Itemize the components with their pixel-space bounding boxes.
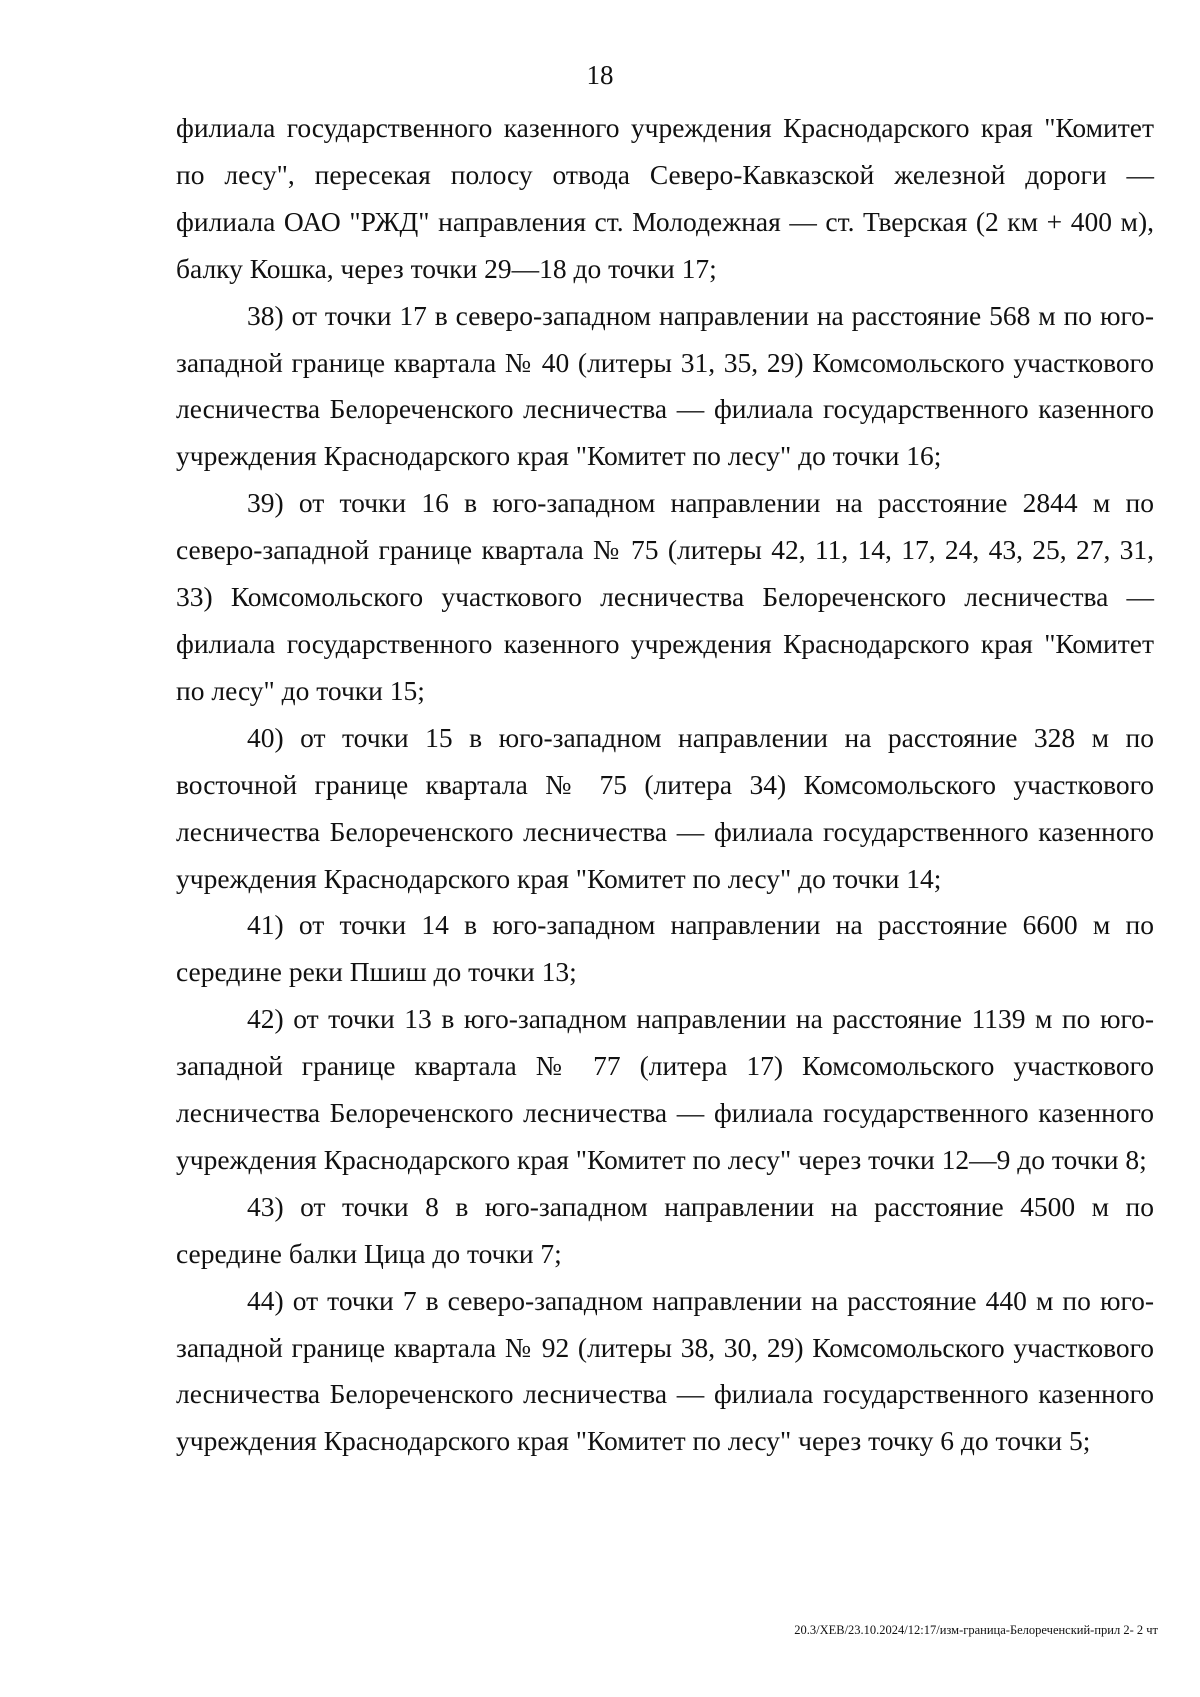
paragraph-item-41: 41) от точки 14 в юго-западном направлении на расстояние 6600 м по середине реки Пшиш до точки 13; (176, 909, 1154, 988)
page-number: 18 (586, 60, 614, 90)
paragraph-item-43: 43) от точки 8 в юго-западном направлении на расстояние 4500 м по середине балки Цица до точки 7; (176, 1190, 1154, 1269)
paragraph-item-40: 40) от точки 15 в юго-западном направлении на расстояние 328 м по восточной границе квартала № 75 (литера 34) Комсомольского участкового лесничества Белореченского лесничества — филиала государственного казенного учреждения Краснодарского края "Комитет по лесу" до точки 14; (176, 721, 1154, 894)
paragraph-item-44: 44) от точки 7 в северо-западном направлении на расстояние 440 м по юго-западной границе квартала № 92 (литеры 38, 30, 29) Комсомольского участкового лесничества Белореченского лесничества — филиала государственного казенного учреждения Краснодарского края "Комитет по лесу" через точку 6 до точки 5; (176, 1284, 1154, 1457)
paragraph-item-38: 38) от точки 17 в северо-западном направлении на расстояние 568 м по юго-западной границе квартала № 40 (литеры 31, 35, 29) Комсомольского участкового лесничества Белореченского лесничества — филиала государственного казенного учреждения Краснодарского края "Комитет по лесу" до точки 16; (176, 299, 1154, 472)
document-footer-reference: 20.3/ХЕВ/23.10.2024/12:17/изм-граница-Белореченский-прил 2- 2 чт (794, 1623, 1158, 1637)
document-body (176, 105, 1154, 1465)
paragraph-continuation: филиала государственного казенного учреждения Краснодарского края "Комитет по лесу", пересекая полосу отвода Северо-Кавказской железной дороги — филиала ОАО "РЖД" направления ст. Молодежная — ст. Тверская (2 км + 400 м), балку Кошка, через точки 29—18 до точки 17; (176, 112, 1154, 284)
paragraph-item-39: 39) от точки 16 в юго-западном направлении на расстояние 2844 м по северо-западной границе квартала № 75 (литеры 42, 11, 14, 17, 24, 43, 25, 27, 31, 33) Комсомольского участкового лесничества Белореченского лесничества — филиала государственного казенного учреждения Краснодарского края "Комитет по лесу" до точки 15; (176, 487, 1154, 706)
paragraph-item-42: 42) от точки 13 в юго-западном направлении на расстояние 1139 м по юго-западной границе квартала № 77 (литера 17) Комсомольского участкового лесничества Белореченского лесничества — филиала государственного казенного учреждения Краснодарского края "Комитет по лесу" через точки 12—9 до точки 8; (176, 1003, 1154, 1175)
